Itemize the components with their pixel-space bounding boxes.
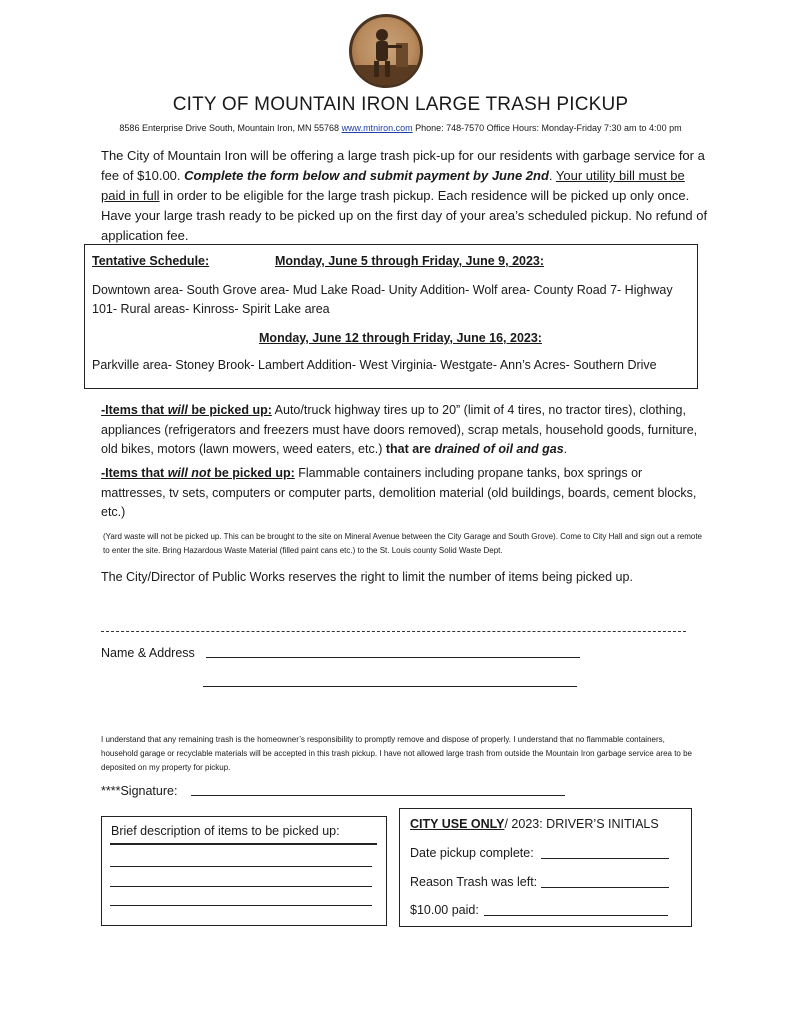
paid-field[interactable] xyxy=(484,915,668,916)
schedule-week-2: Monday, June 12 through Friday, June 16, 2023: xyxy=(259,331,542,345)
name-address-label: Name & Address xyxy=(101,646,195,660)
agreement-text: I understand that any remaining trash is the homeowner’s responsibility to promptly remove and dispose of properly. I understand that no flammable containers, household garage or recyclable materials will be accepted in this trash pickup. I have not allowed large trash from outside the Mountain Iron garbage service area to be deposited on my property for pickup. xyxy=(101,735,692,772)
name-address-field[interactable] xyxy=(206,657,580,658)
signature-field[interactable] xyxy=(191,795,565,796)
street-address: 8586 Enterprise Drive South, Mountain Iron, MN 55768 xyxy=(119,123,340,133)
page-title: CITY OF MOUNTAIN IRON LARGE TRASH PICKUP xyxy=(172,94,629,115)
rights-statement: The City/Director of Public Works reserves the right to limit the number of items being picked up. xyxy=(101,570,633,584)
items-not-picked-up: -Items that will not be picked up: Flammable containers including propane tanks, box springs or mattresses, tv sets, computers or computer parts, demolition material (old buildings, boards, cement blocks, etc.) xyxy=(101,466,697,519)
reason-label: Reason Trash was left: xyxy=(410,875,538,889)
name-address-field-2[interactable] xyxy=(203,686,577,687)
schedule-week-1: Monday, June 5 through Friday, June 9, 2023: xyxy=(275,254,545,268)
schedule-areas-2: Parkville area- Stoney Brook- Lambert Addition- West Virginia- Westgate- Ann’s Acres- Southern Drive xyxy=(92,358,657,372)
schedule-heading: Tentative Schedule: xyxy=(92,254,210,268)
brief-description-label: Brief description of items to be picked up: xyxy=(111,824,340,838)
signature-label: ****Signature: xyxy=(101,784,178,798)
intro-paragraph: The City of Mountain Iron will be offering a large trash pick-up for our residents with garbage service for a fee of $10.00. Complete the form below and submit payment by June 2nd. Your utility bill must be paid in full in order to be eligible for the large trash pickup. Each residence will be picked up only once. Have your large trash ready to be picked up on the first day of your area’s scheduled pickup. No refund of application fee. xyxy=(101,148,708,243)
reason-field[interactable] xyxy=(541,887,669,888)
city-seal-logo xyxy=(349,14,423,88)
cut-line xyxy=(101,631,686,632)
website-link[interactable]: www.mtniron.com xyxy=(341,123,413,133)
paid-label: $10.00 paid: xyxy=(410,903,479,917)
date-complete-label: Date pickup complete: xyxy=(410,846,534,860)
schedule-areas-1: Downtown area- South Grove area- Mud Lake Road- Unity Addition- Wolf area- County Road 7- Highway 101- Rural areas- Kinross- Spirit Lake area xyxy=(92,283,673,316)
contact-info: Phone: 748-7570 Office Hours: Monday-Friday 7:30 am to 4:00 pm xyxy=(415,123,682,133)
brief-line-2[interactable] xyxy=(110,886,372,887)
address-line xyxy=(0,123,801,133)
brief-line-1[interactable] xyxy=(110,866,372,867)
brief-line-3[interactable] xyxy=(110,905,372,906)
city-use-heading: CITY USE ONLY/ 2023: DRIVER’S INITIALS xyxy=(410,817,659,831)
brief-divider xyxy=(110,843,377,845)
items-picked-up: -Items that will be picked up: Auto/truck highway tires up to 20” (limit of 4 tires, no tractor tires), clothing, appliances (refrigerators and freezers must have doors removed), scrap metals, household goods, furniture, old bikes, motors (lawn mowers, weed eaters, etc.) that are drained of oil and gas. xyxy=(101,403,698,456)
yard-waste-note: (Yard waste will not be picked up. This can be brought to the site on Mineral Avenue between the City Garage and South Grove). Come to City Hall and sign out a remote to enter the site. Bring Hazardous Waste Material (filled paint cans etc.) to the St. Louis county Solid Waste Dept. xyxy=(103,532,702,555)
date-complete-field[interactable] xyxy=(541,858,669,859)
